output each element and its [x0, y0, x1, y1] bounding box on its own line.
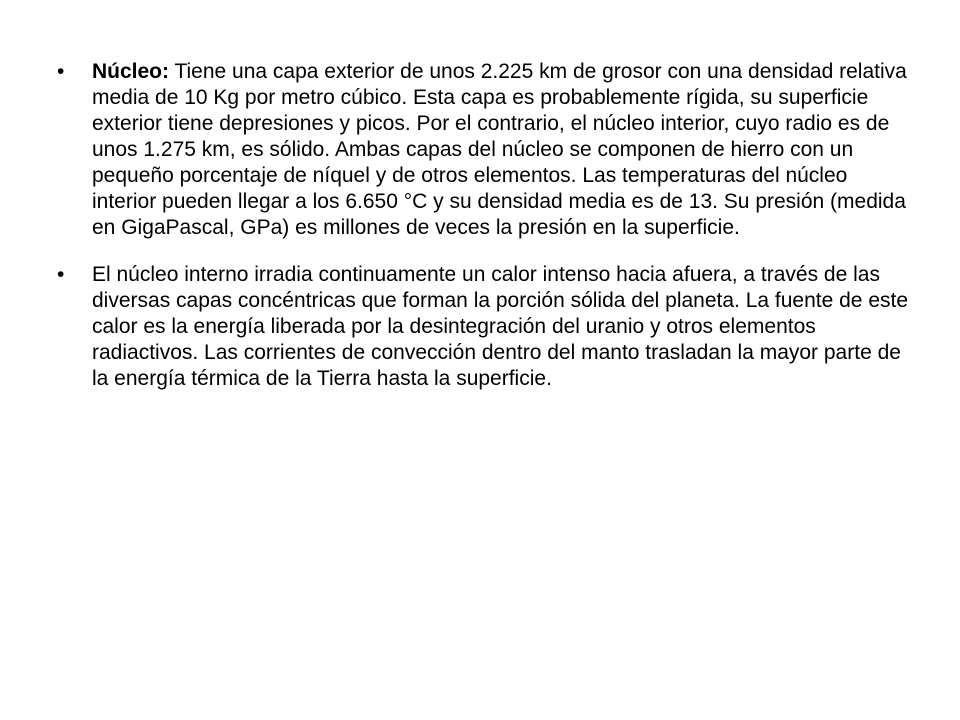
bullet-term: Núcleo:: [92, 60, 170, 83]
slide-content: [54, 59, 912, 413]
bullet-icon: •: [57, 60, 65, 83]
bullet-list: [54, 59, 912, 392]
bullet-item-nucleo: [54, 59, 912, 241]
bullet-text: Tiene una capa exterior de unos 2.225 km de grosor con una densidad relativa media de 10 Kg por metro cúbico. Esta capa es probablemente rígida, su superficie exterior tiene depresiones y picos. Por el contrario, el núcleo interior, cuyo radio es de unos 1.275 km, es sólido. Ambas capas del núcleo se componen de hierro con un pequeño porcentaje de níquel y de otros elementos. Las temperaturas del núcleo interior pueden llegar a los 6.650 °C y su densidad media es de 13. Su presión (medida en GigaPascal, GPa) es millones de veces la presión en la superficie.: [92, 60, 907, 239]
bullet-item-calor: [54, 262, 912, 392]
bullet-text: El núcleo interno irradia continuamente un calor intenso hacia afuera, a través de las diversas capas concéntricas que forman la porción sólida del planeta. La fuente de este calor es la energía liberada por la desintegración del uranio y otros elementos radiactivos. Las corrientes de convección dentro del manto trasladan la mayor parte de la energía térmica de la Tierra hasta la superficie.: [92, 263, 909, 390]
bullet-icon: •: [57, 263, 65, 286]
